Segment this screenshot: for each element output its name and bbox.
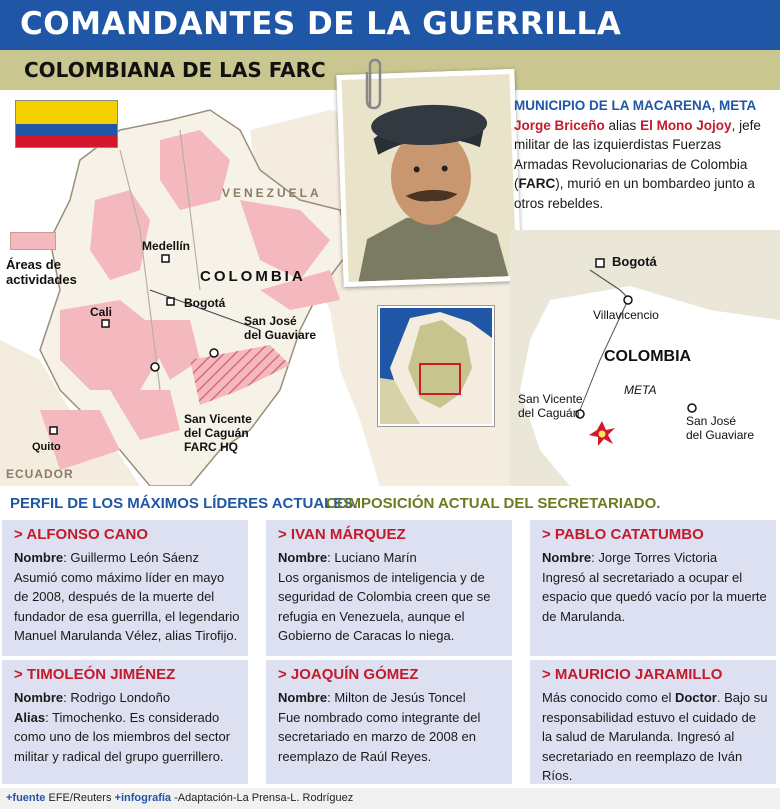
detail-colombia: COLOMBIA <box>604 348 692 365</box>
story-text-2: ), murió en un bombardeo junto a otros rebeldes. <box>514 176 755 211</box>
leader-bio-1: Más conocido como el <box>542 690 675 705</box>
city-san-vicente: San Vicente del Caguán FARC HQ <box>184 412 252 454</box>
city-bogota: Bogotá <box>184 296 226 310</box>
leader-card-jaramillo <box>530 660 776 784</box>
fuente-label: +fuente <box>6 792 46 804</box>
section-heading-bar <box>0 486 780 520</box>
legend-swatch <box>10 232 56 250</box>
page-subtitle: COLOMBIANA DE LAS FARC <box>24 58 326 82</box>
label-venezuela: VENEZUELA <box>222 186 322 200</box>
leader-name: > JOAQUÍN GÓMEZ <box>278 666 419 683</box>
detail-meta: META <box>624 383 657 397</box>
infografia-value: -Adaptación-La Prensa-L. Rodríguez <box>171 792 354 804</box>
leader-name: > ALFONSO CANO <box>14 526 149 543</box>
story-alias: El Mono Jojoy <box>640 117 732 133</box>
nombre-label: Nombre <box>278 690 328 705</box>
title-bar <box>0 0 780 50</box>
detail-villavicencio: Villavicencio <box>593 308 659 322</box>
story-alias-word: alias <box>604 117 641 133</box>
leader-card-marquez <box>266 520 512 656</box>
nombre-value: : Luciano Marín <box>327 550 417 565</box>
leader-bio: Asumió como máximo líder en mayo de 2008, después de la muerte del fundador de esa guerrilla, el legendario Manuel Marulanda Vélez, alias Tirofijo. <box>14 569 240 643</box>
infografia-label: +infografía <box>114 792 172 804</box>
story-name: Jorge Briceño <box>514 117 605 133</box>
section-composicion: COMPOSICIÓN ACTUAL DEL SECRETARIADO. <box>326 495 661 512</box>
leader-card-catatumbo <box>530 520 776 656</box>
label-colombia: COLOMBIA <box>200 268 306 285</box>
detail-san-jose: San José del Guaviare <box>686 414 755 442</box>
alias-label: Alias <box>14 709 46 725</box>
city-quito: Quito <box>32 441 61 453</box>
nombre-value: : Rodrigo Londoño <box>63 690 171 705</box>
inset-map <box>378 306 494 426</box>
nombre-value: : Guillermo León Sáenz <box>63 550 199 565</box>
leader-bio-2: . Bajo su responsabilidad estuvo el cuidado de la salud de Marulanda. Ingresó al secretariado en reemplazo de Iván Ríos. <box>542 690 768 783</box>
city-cali: Cali <box>90 305 113 319</box>
story-text <box>514 96 776 213</box>
nombre-label: Nombre <box>542 550 592 565</box>
doctor-label: Doctor <box>674 690 717 705</box>
leader-bio: Ingresó al secretariado a ocupar el espacio que quedó vacío por la muerte de Marulanda. <box>542 569 767 624</box>
nombre-label: Nombre <box>14 690 64 705</box>
leader-name: > PABLO CATATUMBO <box>542 526 704 543</box>
section-perfil: PERFIL DE LOS MÁXIMOS LÍDERES ACTUALES. <box>10 495 358 512</box>
story-text-1: , jefe militar de las izquierdistas Fuerzas Armadas Revolucionarias de Colombia ( <box>514 117 761 192</box>
colombia-flag <box>15 100 118 148</box>
leader-name: > TIMOLEÓN JIMÉNEZ <box>14 666 176 683</box>
leader-name: > MAURICIO JARAMILLO <box>542 666 723 683</box>
story-heading: MUNICIPIO DE LA MACARENA, META <box>514 98 757 113</box>
leader-bio: Los organismos de inteligencia y de seguridad de Colombia creen que se refugia en Venezuela, aunque el Gobierno de Caracas lo niega. <box>278 569 491 643</box>
footer-credits <box>0 788 780 809</box>
page-title: COMANDANTES DE LA GUERRILLA <box>20 6 622 42</box>
legend-label: Áreas de actividades <box>6 257 77 287</box>
detail-bogota: Bogotá <box>612 254 657 269</box>
city-san-jose: San José del Guaviare <box>244 314 317 342</box>
leader-name: > IVAN MÁRQUEZ <box>278 526 406 543</box>
detail-san-vicente: San Vicente del Caguán <box>518 392 583 420</box>
nombre-label: Nombre <box>278 550 328 565</box>
paperclip-icon <box>362 56 386 112</box>
leader-card-cano <box>2 520 248 656</box>
nombre-value: : Jorge Torres Victoria <box>591 550 718 565</box>
nombre-value: : Milton de Jesús Toncel <box>327 690 466 705</box>
fuente-value: EFE/Reuters <box>45 792 115 804</box>
story-acronym: FARC <box>518 176 556 192</box>
nombre-label: Nombre <box>14 550 64 565</box>
leader-bio: : Timochenko. Es considerado como uno de los miembros del sector militar y radical del grupo guerrillero. <box>14 709 231 764</box>
leader-card-jimenez <box>2 660 248 784</box>
leader-bio: Fue nombrado como integrante del secretariado en marzo de 2008 en reemplazo de Raúl Reyes. <box>278 709 481 764</box>
inset-map-graphic <box>380 308 492 424</box>
label-ecuador: ECUADOR <box>6 467 74 481</box>
city-medellin: Medellín <box>142 239 191 253</box>
leader-card-gomez <box>266 660 512 784</box>
